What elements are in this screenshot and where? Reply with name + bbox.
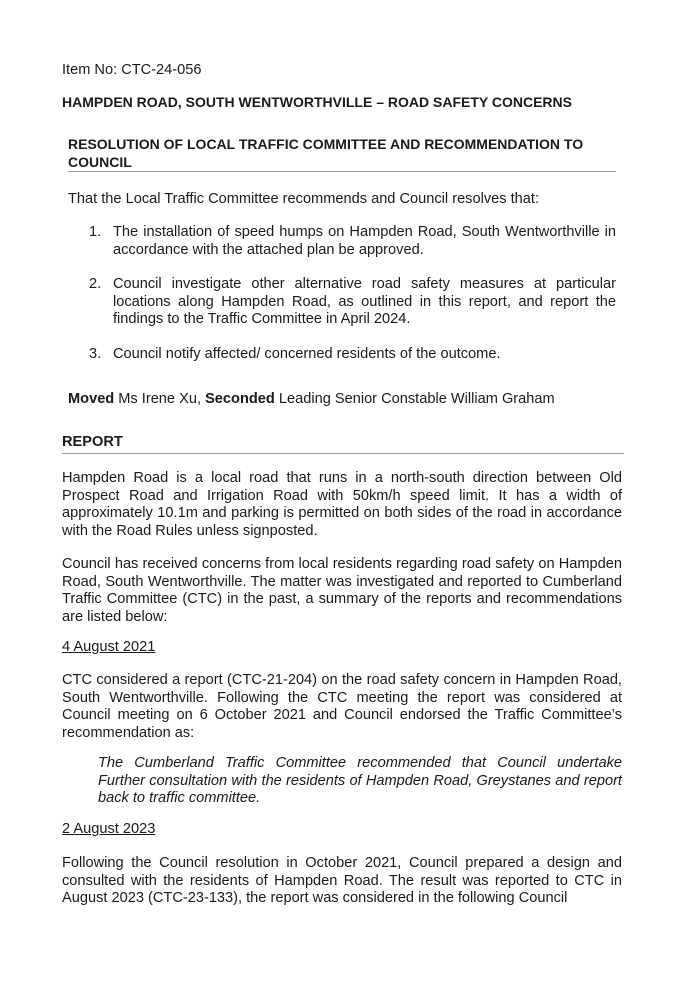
list-item-text: Council investigate other alternative road safety measures at particular locations along Hampden Road, as outlined in this report, and report the findings to the Traffic Committee in April 2024.	[113, 276, 616, 327]
seconded-label: Seconded	[205, 391, 275, 407]
moved-by: Ms Irene Xu,	[114, 391, 206, 407]
date-heading-2023: 2 August 2023	[62, 821, 156, 837]
date-heading-2021: 4 August 2021	[62, 639, 156, 655]
list-item-text: The installation of speed humps on Hampden Road, South Wentworthville in accordance with the attached plan be approved.	[113, 224, 616, 258]
recommendation-quote: The Cumberland Traffic Committee recommended that Council undertake Further consultation with the residents of Hampden Road, Greystanes and report back to traffic committee.	[98, 755, 622, 806]
resolution-intro: That the Local Traffic Committee recommends and Council resolves that:	[68, 191, 539, 207]
report-paragraph-3: CTC considered a report (CTC-21-204) on the road safety concern in Hampden Road, South Wentworthville. Following the CTC meeting the report was considered at Council meeting on 6 October 2021 and Council endorsed the Traffic Committee’s recommendation as:	[62, 672, 622, 741]
resolution-heading: RESOLUTION OF LOCAL TRAFFIC COMMITTEE AND RECOMMENDATION TO COUNCIL	[68, 136, 584, 170]
report-paragraph-2: Council has received concerns from local residents regarding road safety on Hampden Road, South Wentworthville. The matter was investigated and reported to Cumberland Traffic Committee (CTC) in the past, a summary of the reports and recommendations are listed below:	[62, 556, 622, 625]
resolution-heading-rule	[68, 171, 616, 172]
report-paragraph-1: Hampden Road is a local road that runs in a north-south direction between Old Prospect Road and Irrigation Road with 50km/h speed limit. It has a width of approximately 10.1m and parking is permitted on both sides of the road in accordance with the Road Rules unless signposted.	[62, 470, 622, 539]
list-item-number: 1.	[89, 224, 102, 240]
report-heading: REPORT	[62, 434, 123, 450]
item-number: Item No: CTC-24-056	[62, 62, 202, 78]
seconded-by: Leading Senior Constable William Graham	[274, 391, 555, 407]
list-item-text: Council notify affected/ concerned residents of the outcome.	[113, 346, 501, 362]
report-heading-rule	[62, 453, 624, 454]
page-title: HAMPDEN ROAD, SOUTH WENTWORTHVILLE – ROAD SAFETY CONCERNS	[62, 94, 572, 110]
moved-label: Moved	[68, 391, 115, 407]
report-paragraph-4: Following the Council resolution in October 2021, Council prepared a design and consulted with the residents of Hampden Road. The result was reported to CTC in August 2023 (CTC-23-133), the report was considered in the following Council	[62, 855, 622, 906]
list-item-number: 3.	[89, 346, 102, 362]
moved-seconded-line	[68, 391, 555, 409]
list-item-number: 2.	[89, 276, 102, 292]
